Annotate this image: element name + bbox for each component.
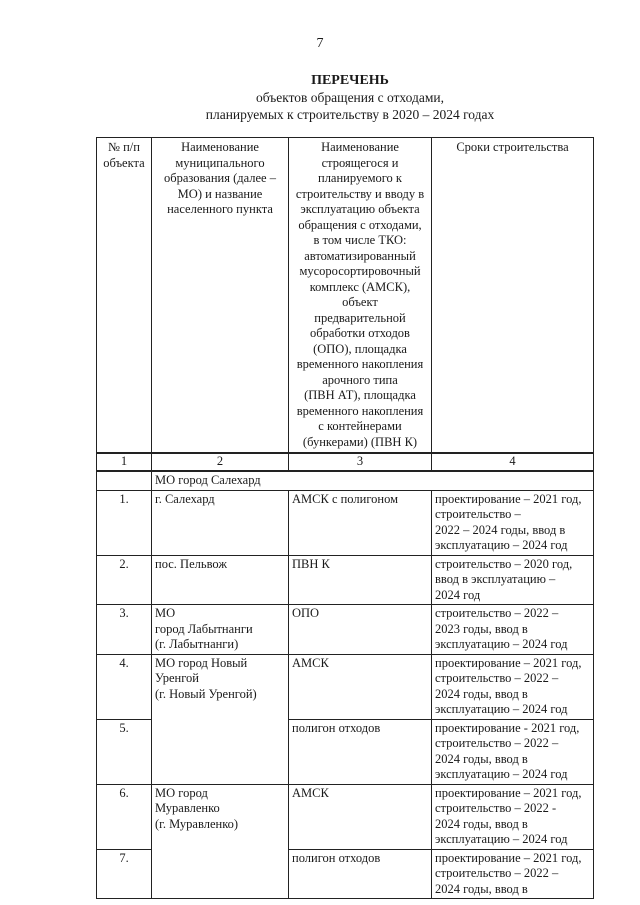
table-row — [97, 555, 594, 605]
row-object: полигон отходов — [289, 849, 432, 899]
section-row — [97, 471, 594, 490]
row-object: АМСК — [289, 784, 432, 849]
header-object: Наименование строящегося и планируемого к строительству и вводу в эксплуатацию объекта обращения с отходами, в том числе ТКО: автоматизированный мусоросортировочный комплекс (АМСК), объект предварительной обработки отходов (ОПО), площадка временного накопления арочного типа (ПВН АТ), площадка временного накопления с контейнерами (бункерами) (ПВН К) — [289, 138, 432, 454]
section-title: МО город Салехард — [152, 471, 594, 490]
row-object: полигон отходов — [289, 719, 432, 784]
document-title — [0, 72, 640, 123]
row-number: 1. — [97, 490, 152, 555]
row-terms: проектирование - 2021 год, строительство – 2022 – 2024 годы, ввод в эксплуатацию – 2024 год — [432, 719, 594, 784]
row-municipality: г. Салехард — [152, 490, 289, 555]
column-number-2: 2 — [152, 453, 289, 471]
column-numbers-row — [97, 453, 594, 471]
column-number-1: 1 — [97, 453, 152, 471]
row-municipality: МО город Муравленко (г. Муравленко) — [152, 784, 289, 899]
row-object: АМСК — [289, 654, 432, 719]
table-row — [97, 654, 594, 719]
table-row — [97, 490, 594, 555]
header-terms: Сроки строительства — [432, 138, 594, 454]
row-object: ОПО — [289, 605, 432, 655]
row-number: 4. — [97, 654, 152, 719]
row-terms: проектирование – 2021 год, строительство – 2022 - 2024 годы, ввод в эксплуатацию – 2024 год — [432, 784, 594, 849]
row-number: 6. — [97, 784, 152, 849]
row-terms: строительство – 2022 – 2023 годы, ввод в эксплуатацию – 2024 год — [432, 605, 594, 655]
column-number-4: 4 — [432, 453, 594, 471]
page-number: 7 — [316, 36, 324, 51]
row-object: АМСК с полигоном — [289, 490, 432, 555]
title-main: ПЕРЕЧЕНЬ — [311, 73, 389, 88]
table-row — [97, 784, 594, 849]
row-municipality: МО город Новый Уренгой (г. Новый Уренгой) — [152, 654, 289, 784]
header-number: № п/п объекта — [97, 138, 152, 454]
row-municipality: пос. Пельвож — [152, 555, 289, 605]
row-terms: проектирование – 2021 год, строительство – 2022 – 2024 годы, ввод в эксплуатацию – 2024 год — [432, 490, 594, 555]
row-terms: строительство – 2020 год, ввод в эксплуатацию – 2024 год — [432, 555, 594, 605]
section-empty-cell — [97, 471, 152, 490]
header-municipality: Наименование муниципального образования (далее – МО) и название населенного пункта — [152, 138, 289, 454]
row-terms: проектирование – 2021 год, строительство – 2022 – 2024 годы, ввод в — [432, 849, 594, 899]
row-number: 7. — [97, 849, 152, 899]
objects-table — [96, 137, 594, 899]
row-number: 3. — [97, 605, 152, 655]
title-line-1: объектов обращения с отходами, — [255, 90, 445, 105]
row-number: 2. — [97, 555, 152, 605]
table-row — [97, 605, 594, 655]
row-number: 5. — [97, 719, 152, 784]
row-municipality: МО город Лабытнанги (г. Лабытнанги) — [152, 605, 289, 655]
title-line-2: планируемых к строительству в 2020 – 2024 годах — [205, 107, 495, 122]
row-terms: проектирование – 2021 год, строительство – 2022 – 2024 годы, ввод в эксплуатацию – 2024 год — [432, 654, 594, 719]
column-number-3: 3 — [289, 453, 432, 471]
table-header-row — [97, 138, 594, 454]
row-object: ПВН К — [289, 555, 432, 605]
